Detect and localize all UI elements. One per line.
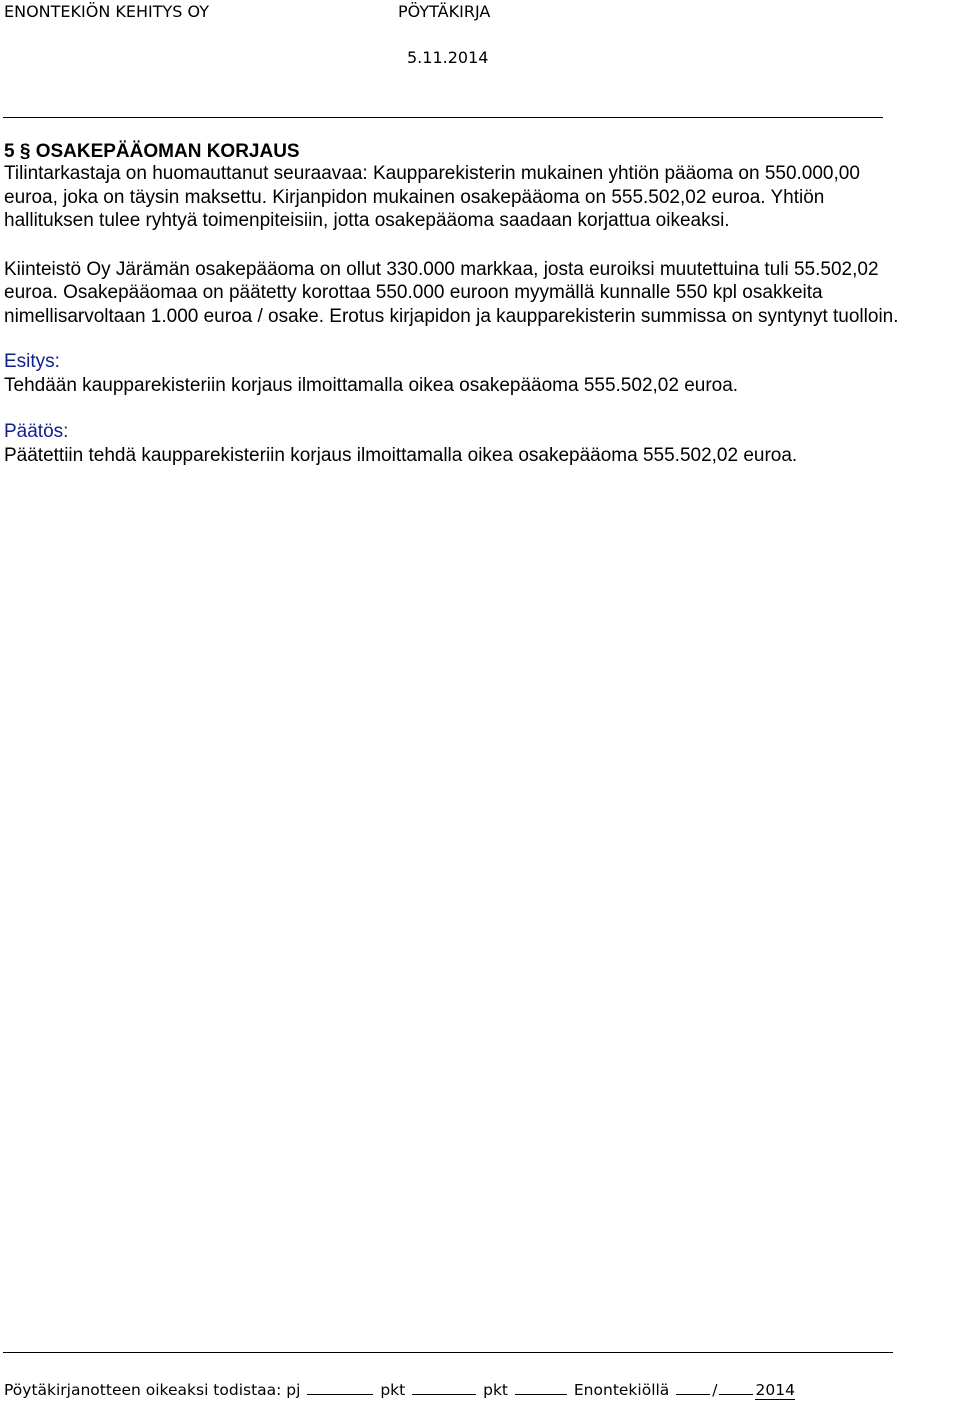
month-blank: [719, 1380, 753, 1395]
header-divider: [3, 117, 883, 118]
minutes-checker-blank: [515, 1380, 567, 1395]
day-blank: [676, 1380, 710, 1395]
pkt-label: pkt: [380, 1381, 406, 1399]
document-date: 5.11.2014: [407, 48, 489, 67]
decision-heading: Päätös:: [4, 421, 69, 442]
paragraph-line: hallituksen tulee ryhtyä toimenpiteisiin, jotta osakepääoma saadaan korjattua oikeaksi.: [4, 210, 730, 231]
year-label: 2014: [755, 1381, 795, 1399]
place-label: Enontekiöllä: [573, 1381, 670, 1399]
paragraph-line: nimellisarvoltaan 1.000 euroa / osake. Erotus kirjapidon ja kaupparekisterin summissa on syntynyt tuolloin.: [4, 306, 899, 327]
document-type: PÖYTÄKIRJA: [398, 2, 491, 21]
proposal-text: Tehdään kaupparekisteriin korjaus ilmoittamalla oikea osakepääoma 555.502,02 euroa.: [4, 375, 739, 396]
paragraph-line: Kiinteistö Oy Järämän osakepääoma on ollut 330.000 markkaa, josta euroiksi muutettuina tuli 55.502,02: [4, 259, 879, 280]
certify-label: Pöytäkirjanotteen oikeaksi todistaa: pj: [4, 1381, 301, 1399]
section-title: 5 § OSAKEPÄÄOMAN KORJAUS: [4, 141, 300, 162]
paragraph-line: euroa. Osakepääomaa on päätetty korottaa 550.000 euroon myymällä kunnalle 550 kpl osakkeita: [4, 282, 823, 303]
minutes-checker-blank: [412, 1380, 476, 1395]
certification-line: [4, 1380, 795, 1399]
company-name: ENONTEKIÖN KEHITYS OY: [4, 2, 210, 21]
pkt-label: pkt: [483, 1381, 509, 1399]
paragraph-line: Tilintarkastaja on huomauttanut seuraavaa: Kaupparekisterin mukainen yhtiön pääoma on 550.000,00: [4, 163, 860, 184]
date-separator: /: [712, 1381, 718, 1399]
chair-signature-blank: [307, 1380, 373, 1395]
proposal-heading: Esitys:: [4, 351, 60, 372]
footer-divider: [3, 1352, 893, 1353]
paragraph-line: euroa, joka on täysin maksettu. Kirjanpidon mukainen osakepääoma on 555.502,02 euroa. Yhtiön: [4, 187, 825, 208]
decision-text: Päätettiin tehdä kaupparekisteriin korjaus ilmoittamalla oikea osakepääoma 555.502,02 euroa.: [4, 445, 798, 466]
